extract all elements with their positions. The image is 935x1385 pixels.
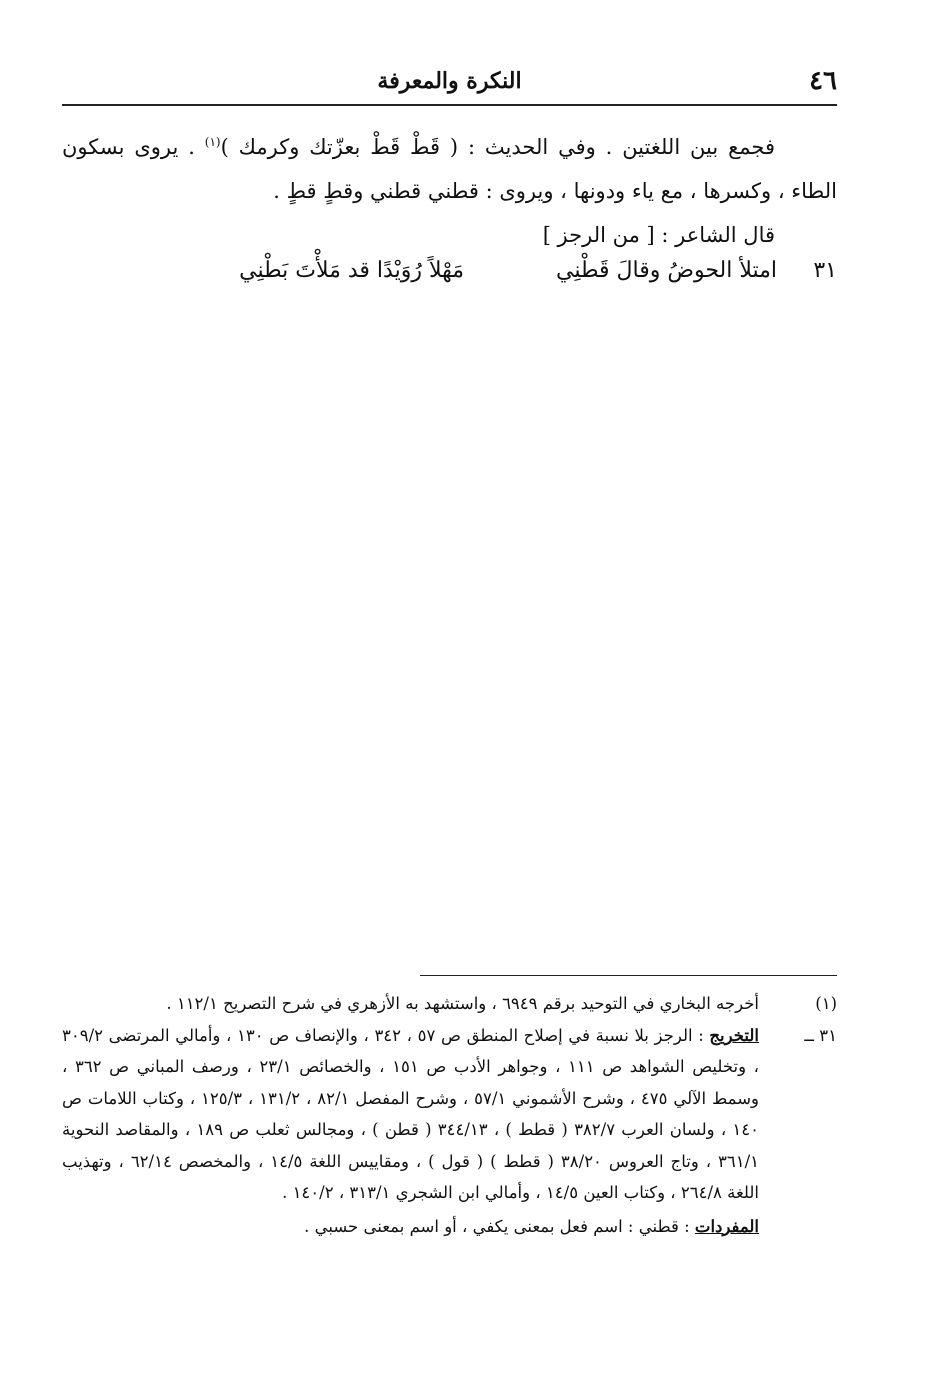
verse-number: ٣١ [813, 258, 837, 283]
footnote-31 [62, 1020, 837, 1209]
footnote-1-label: (١) [815, 994, 837, 1013]
footnote-reference[interactable]: (١) [204, 135, 221, 149]
paragraph-hadith-text: فجمع بين اللغتين . وفي الحديث : ( قَطْ قَطْ بعزّتك وكرمك ) [220, 135, 775, 159]
running-title: النكرة والمعرفة [377, 68, 522, 94]
vocabulary-text: : قطني : اسم فعل بمعنى يكفي ، أو اسم بمعنى حسبي . [304, 1216, 690, 1236]
paragraph-hadith [62, 120, 837, 213]
footnote-separator [420, 975, 837, 976]
takhrij-heading: التخريج [709, 1025, 759, 1045]
footnote-1-text: أخرجه البخاري في التوحيد برقم ٦٩٤٩ ، واستشهد به الأزهري في شرح التصريح ١١٢/١ . [166, 994, 759, 1013]
footnote-31-text: : الرجز بلا نسبة في إصلاح المنطق ص ٥٧ ، ٣٤٢ ، والإنصاف ص ١٣٠ ، وأمالي المرتضى ٣٠٩/٢ ، وتخليص الشواهد ص ١١١ ، وجواهر الأدب ص ١٥١ ، والخصائص ٢٣/١ ، ورصف المباني ص ٣٦٢ ، وسمط الآلي ٤٧٥ ، وشرح الأشموني ٥٧/١ ، وشرح المفصل ٨٢/١ ، ١٣١/٢ ، ١٢٥/٣ ، وكتاب اللامات ص ١٤٠ ، ولسان العرب ٣٨٢/٧ ( قطط ) ، ٣٤٤/١٣ ( قطن ) ، ومجالس ثعلب ص ١٨٩ ، والمقاصد النحوية ٣٦١/١ ، وتاج العروس ٣٨/٢٠ ( قطط ) ( قول ) ، ومقاييس اللغة ١٤/٥ ، والمخصص ٦٢/١٤ ، وتهذيب اللغة ٢٦٤/٨ ، وكتاب العين ١٤/٥ ، وأمالي ابن الشجري ٣١٣/١ ، ١٤٠/٢ . [62, 1025, 760, 1202]
verse-first-half: امتلأ الحوضُ وقالَ قَطْنِي [556, 258, 777, 283]
paragraph-poet-intro: قال الشاعر : [ من الرجز ] [542, 223, 775, 247]
vocabulary-heading: المفردات [694, 1216, 759, 1236]
poetry-verse [62, 254, 837, 298]
vocabulary-note [62, 1211, 837, 1243]
main-text [62, 120, 837, 257]
page-header [62, 60, 837, 106]
footnote-31-label: ٣١ ــ [804, 1025, 837, 1045]
paragraph-hadith-tail: . يروى بسكون الطاء ، وكسرها ، مع ياء ودونها ، ويروى : قطني قطني وقطٍ قطٍ . [62, 135, 837, 203]
page-number: ٤٦ [809, 66, 837, 96]
footnote-1 [62, 988, 837, 1020]
verse-second-half: مَهْلاً رُوَيْدًا قد مَلأْتَ بَطْنِي [239, 258, 464, 283]
footnotes [62, 988, 837, 1242]
